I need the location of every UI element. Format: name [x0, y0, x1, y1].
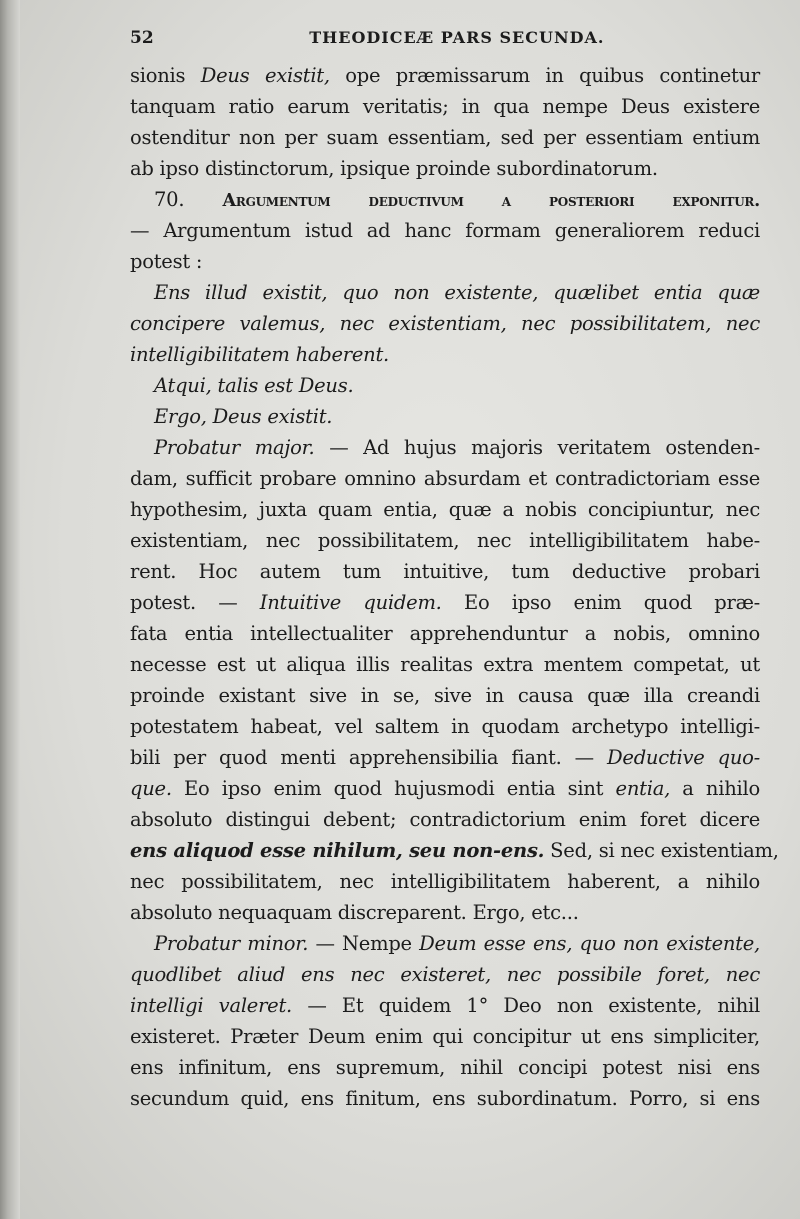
text-line	[130, 401, 760, 432]
text-line	[130, 370, 760, 401]
text-run: potest :	[130, 250, 203, 273]
text-line	[130, 184, 760, 215]
text-run: Deductive quo-	[607, 746, 761, 769]
text-line	[130, 773, 760, 804]
text-line	[130, 587, 760, 618]
text-run: dam, sufficit probare omnino absurdam et contradictoriam esse	[130, 467, 760, 490]
text-run: — Et quidem 1° Deo non existente, nihil	[292, 994, 760, 1017]
text-run: potest. —	[130, 591, 260, 614]
text-line	[130, 959, 760, 990]
text-run: Eo ipso enim quod præ-	[441, 591, 761, 614]
text-run: bili per quod menti apprehensibilia fiant. —	[130, 746, 608, 769]
text-run: Ens illud existit, quo non existente, quælibet entia quæ	[154, 281, 760, 304]
text-run: tanquam ratio earum veritatis; in qua nempe Deus existere	[130, 95, 760, 118]
text-run: — Ad hujus majoris veritatem ostenden-	[314, 436, 760, 459]
text-run: hypothesim, juxta quam entia, quæ a nobis concipiuntur, nec	[130, 498, 760, 521]
text-line	[130, 618, 760, 649]
text-line	[130, 804, 760, 835]
text-line	[130, 866, 760, 897]
text-run: ens aliquod esse nihilum, seu non-ens.	[130, 839, 545, 862]
text-line	[130, 277, 760, 308]
text-run: rent. Hoc autem tum intuitive, tum deductive probari	[130, 560, 760, 583]
text-run: concipere valemus, nec existentiam, nec possibilitatem, nec	[130, 312, 760, 335]
page-gutter-shadow	[0, 0, 20, 1219]
text-line	[130, 463, 760, 494]
text-line	[130, 711, 760, 742]
text-line	[130, 215, 760, 246]
text-run: Intuitive quidem.	[259, 591, 442, 614]
text-line	[130, 494, 760, 525]
text-line	[130, 525, 760, 556]
text-run: secundum quid, ens finitum, ens subordinatum. Porro, si ens	[130, 1087, 760, 1110]
text-line	[130, 153, 760, 184]
text-line	[130, 91, 760, 122]
text-line	[130, 246, 760, 277]
text-run: a nihilo	[670, 777, 760, 800]
text-line	[130, 308, 760, 339]
text-run: quodlibet aliud ens nec existeret, nec possibile foret, nec	[130, 963, 760, 986]
text-run: Deum esse ens, quo non existente,	[419, 932, 761, 955]
text-line	[130, 990, 760, 1021]
text-run: Atqui, talis est Deus.	[154, 374, 354, 397]
text-run: existeret. Præter Deum enim qui concipitur ut ens simpliciter,	[130, 1025, 760, 1048]
text-line	[130, 928, 760, 959]
text-line	[130, 556, 760, 587]
text-line	[130, 1021, 760, 1052]
text-run: potestatem habeat, vel saltem in quodam archetypo intelligi-	[130, 715, 760, 738]
text-run: ope præmissarum in quibus continetur	[329, 64, 760, 87]
text-run: Probatur major.	[154, 436, 315, 459]
text-run: intelligi valeret.	[130, 994, 292, 1017]
text-run: proinde existant sive in se, sive in causa quæ illa creandi	[130, 684, 760, 707]
text-run: intelligibilitatem haberent.	[130, 343, 389, 366]
text-line	[130, 60, 760, 91]
text-block	[130, 28, 779, 1114]
text-run: Sed, si nec existentiam,	[544, 839, 779, 862]
text-run: 70.	[154, 188, 223, 211]
text-line	[130, 835, 779, 866]
text-run: Argumentum deductivum a posteriori exponitur.	[222, 191, 760, 211]
text-run: Probatur minor.	[154, 932, 309, 955]
text-run: entia,	[615, 777, 671, 800]
running-head	[130, 28, 760, 60]
text-line	[130, 432, 760, 463]
text-run: fata entia intellectualiter apprehenduntur a nobis, omnino	[130, 622, 760, 645]
page-number: 52	[130, 28, 154, 48]
text-line	[130, 1083, 760, 1114]
body-text	[130, 60, 779, 1114]
text-run: absoluto nequaquam discreparent. Ergo, etc...	[130, 901, 579, 924]
text-run: ostenditur non per suam essentiam, sed per essentiam entium	[130, 126, 760, 149]
text-run: existentiam, nec possibilitatem, nec intelligibilitatem habe-	[130, 529, 760, 552]
text-run: nec possibilitatem, nec intelligibilitatem haberent, a nihilo	[130, 870, 760, 893]
text-run: sionis	[130, 64, 201, 87]
text-run: ens infinitum, ens supremum, nihil concipi potest nisi ens	[130, 1056, 760, 1079]
text-line	[130, 339, 760, 370]
text-line	[130, 897, 760, 928]
text-run: Deus existit,	[200, 64, 330, 87]
text-line	[130, 122, 760, 153]
text-run: ab ipso distinctorum, ipsique proinde subordinatorum.	[130, 157, 658, 180]
text-run: necesse est ut aliqua illis realitas extra mentem competat, ut	[130, 653, 760, 676]
text-run: Eo ipso enim quod hujusmodi entia sint	[171, 777, 616, 800]
text-run: absoluto distingui debent; contradictorium enim foret dicere	[130, 808, 760, 831]
text-line	[130, 649, 760, 680]
running-title: THEODICEÆ PARS SECUNDA.	[309, 28, 605, 47]
text-line	[130, 680, 760, 711]
text-run: Ergo, Deus existit.	[154, 405, 333, 428]
text-run: que.	[130, 777, 172, 800]
text-line	[130, 742, 760, 773]
text-line	[130, 1052, 760, 1083]
text-run: — Nempe	[308, 932, 420, 955]
text-run: — Argumentum istud ad hanc formam generaliorem reduci	[130, 219, 760, 242]
